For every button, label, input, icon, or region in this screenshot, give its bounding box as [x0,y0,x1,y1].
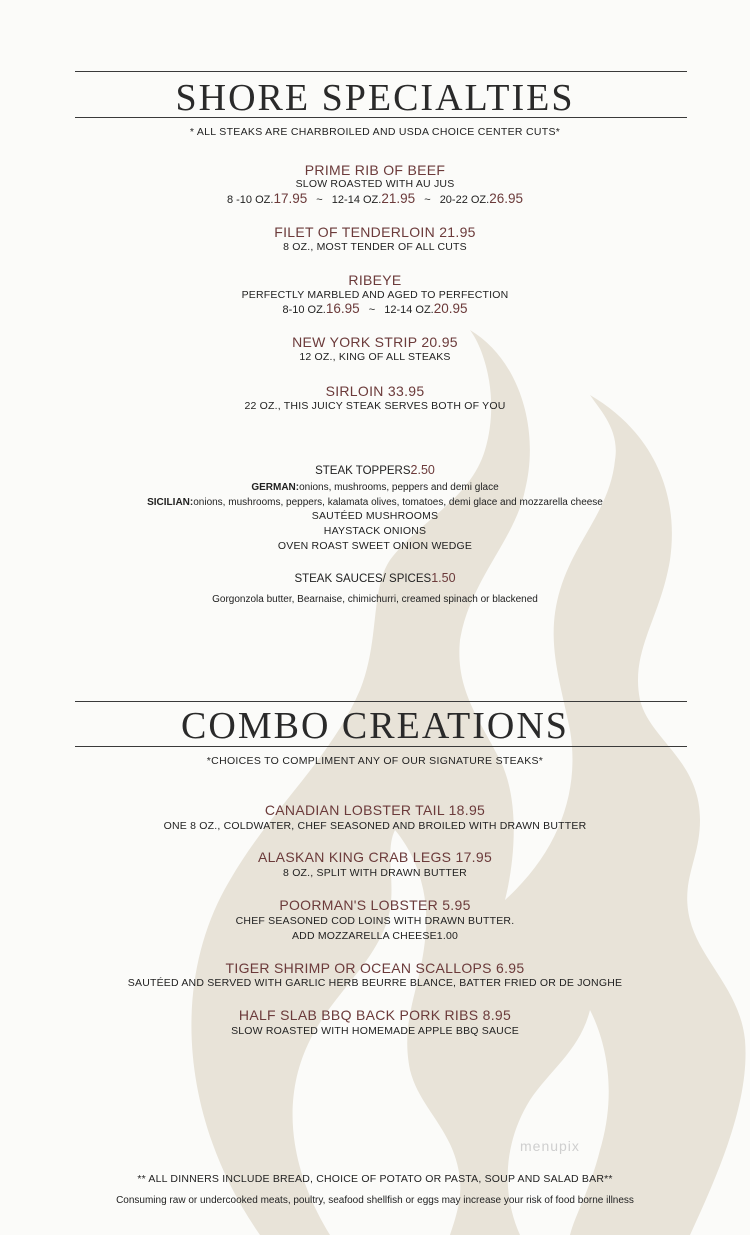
size-separator: ~ [424,194,431,206]
shrimp-name: TIGER SHRIMP OR OCEAN SCALLOPS [225,960,492,976]
size-label: 8-10 OZ. [282,304,326,316]
size-price: 20.95 [433,301,468,316]
shrimp-title [0,960,750,976]
ribs-title [0,1007,750,1023]
ny-strip-name: NEW YORK STRIP [292,334,418,350]
steak-sauces-title [0,571,750,585]
size-label: 20-22 OZ. [439,194,490,206]
sicilian-label: SICILIAN: [147,497,194,508]
ribs-desc: SLOW ROASTED WITH HOMEMADE APPLE BBQ SAUCE [231,1025,519,1037]
section-title-combo-creations: COMBO CREATIONS [181,705,569,747]
ribs-name: HALF SLAB BBQ BACK PORK RIBS [238,1007,479,1023]
sirloin-price: 33.95 [387,383,425,399]
toppers-mushrooms: SAUTÉED MUSHROOMS [311,510,439,522]
poorman-add-text: ADD MOZZARELLA CHEESE [291,930,437,942]
sirloin-title [0,383,750,399]
filet-desc: 8 OZ., MOST TENDER OF ALL CUTS [283,241,467,253]
ribeye-title: RIBEYE [348,272,402,288]
size-price: 16.95 [325,301,360,316]
toppers-onion-wedge: OVEN ROAST SWEET ONION WEDGE [277,540,473,552]
german-label: GERMAN: [251,482,300,493]
ribeye-sizes [0,301,750,316]
prime-rib-sizes [0,191,750,206]
toppers-german [0,480,750,495]
section-title-shore-specialties: SHORE SPECIALTIES [175,77,575,119]
crab-legs-title [0,849,750,865]
steaks-note: * ALL STEAKS ARE CHARBROILED AND USDA CHOICE CENTER CUTS* [189,126,561,138]
lobster-tail-name: CANADIAN LOBSTER TAIL [264,802,445,818]
size-label: 12-14 OZ. [331,194,382,206]
poorman-add-price: 1.00 [436,930,459,942]
shrimp-price: 6.95 [496,960,525,976]
filet-title [0,224,750,240]
filet-price: 21.95 [439,224,476,240]
combo-note: *CHOICES TO COMPLIMENT ANY OF OUR SIGNATURE STEAKS* [206,755,544,767]
ny-strip-price: 20.95 [421,334,458,350]
toppers-sicilian [0,495,750,510]
toppers-name: STEAK TOPPERS [315,465,411,477]
footer-health-warning: Consuming raw or undercooked meats, poultry, seafood shellfish or eggs may increase your risk of food borne illness [116,1195,634,1206]
ny-strip-title [0,334,750,350]
prime-rib-title: PRIME RIB OF BEEF [304,162,446,178]
footer-dinners-note: ** ALL DINNERS INCLUDE BREAD, CHOICE OF POTATO OR PASTA, SOUP AND SALAD BAR** [137,1173,613,1185]
menupix-watermark: menupix [520,1138,580,1154]
poorman-price: 5.95 [442,897,471,913]
size-separator: ~ [368,304,376,316]
german-text: onions, mushrooms, peppers and demi glace [299,482,499,493]
size-price: 21.95 [381,191,416,206]
size-price: 17.95 [273,191,308,206]
prime-rib-desc: SLOW ROASTED WITH AU JUS [295,178,455,190]
filet-name: FILET OF TENDERLOIN [274,224,436,240]
toppers-onions: HAYSTACK ONIONS [323,525,427,537]
size-separator: ~ [316,194,323,206]
size-price: 26.95 [489,191,524,206]
steak-toppers-title [0,463,750,477]
sirloin-name: SIRLOIN [325,383,384,399]
crab-legs-price: 17.95 [455,849,493,865]
sicilian-text: onions, mushrooms, peppers, kalamata olives, tomatoes, demi glace and mozzarella cheese [193,497,603,508]
size-label: 12-14 OZ. [384,304,434,316]
sauces-price: 1.50 [431,571,456,585]
combo-divider-1 [75,701,687,702]
shrimp-desc: SAUTÉED AND SERVED WITH GARLIC HERB BEURRE BLANCE, BATTER FRIED OR DE JONGHE [127,977,623,989]
sirloin-desc: 22 OZ., THIS JUICY STEAK SERVES BOTH OF YOU [244,400,506,412]
ny-strip-desc: 12 OZ., KING OF ALL STEAKS [299,351,451,363]
lobster-tail-title [0,802,750,818]
poorman-add [0,929,750,944]
toppers-price: 2.50 [410,463,435,477]
poorman-name: POORMAN'S LOBSTER [279,897,439,913]
sauces-desc: Gorgonzola butter, Bearnaise, chimichurri, creamed spinach or blackened [212,594,538,605]
ribs-price: 8.95 [482,1007,512,1023]
size-label: 8 -10 OZ. [226,194,274,206]
top-divider-2 [75,117,687,118]
poorman-desc: CHEF SEASONED COD LOINS WITH DRAWN BUTTER. [235,915,515,927]
top-divider-1 [75,71,687,72]
crab-legs-name: ALASKAN KING CRAB LEGS [257,849,452,865]
sauces-name: STEAK SAUCES/ SPICES [294,573,432,585]
lobster-tail-price: 18.95 [448,802,486,818]
crab-legs-desc: 8 OZ., SPLIT WITH DRAWN BUTTER [283,867,467,879]
poorman-title [0,897,750,913]
combo-divider-2 [75,746,687,747]
ribeye-desc: PERFECTLY MARBLED AND AGED TO PERFECTION [241,289,509,301]
lobster-tail-desc: ONE 8 OZ., COLDWATER, CHEF SEASONED AND BROILED WITH DRAWN BUTTER [163,820,587,832]
